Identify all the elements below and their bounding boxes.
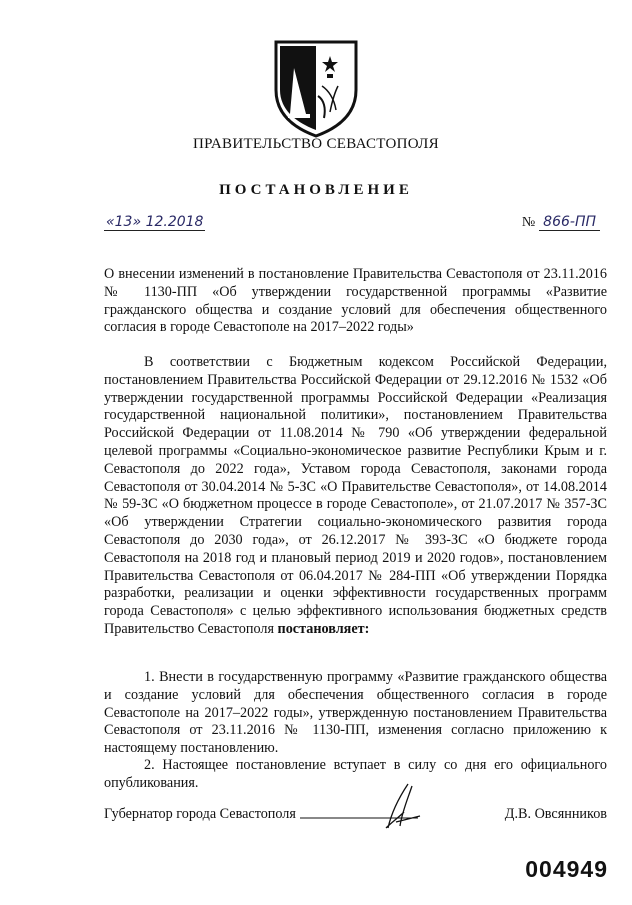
serial-number: 004949 (525, 856, 608, 882)
signer-name: Д.В. Овсянников (504, 806, 607, 822)
document-type-heading: ПОСТАНОВЛЕНИЕ (219, 182, 413, 198)
handwritten-signature-icon (300, 782, 440, 832)
decree-word: постановляет: (277, 620, 370, 637)
preamble-text: В соответствии с Бюджетным кодексом Российской Федерации, постановлением Правительства Российской Федерации от 29.12.2016 № 1532 «Об утверждении государственной программы Российской Федерации «Реализация государственной национальной политики», постановлением Правительства Российской Федерации от 11.08.2014 № 790 «Об утверждении федеральной целевой программы «Социально-экономическое развитие Республики Крым и г. Севастополя до 2022 года», Уставом города Севастополя, законами города Севастополя от 30.04.2014 № 5-ЗС «О Правительстве Севастополя», от 14.08.2014 № 59-ЗС «О бюджетном процессе в городе Севастополе», от 21.07.2017 № 357-ЗС «Об утверждении Стратегии социально-экономического развития города Севастополя до 2030 года», от 26.12.2017 № 393-ЗС «О бюджете города Севастополя на 2018 год и плановый период 2019 и 2020 годов», постановлением Правительства Севастополя от 06.04.2017 № 284-ПП «Об утверждении Порядка разработки, реализации и оценки эффективности государственных программ города Севастополя» с целью эффективного использования бюджетных средств Правительство Севастополя (104, 354, 607, 637)
number-sign: № (521, 215, 536, 230)
document-date (104, 214, 205, 231)
document-number (522, 214, 600, 231)
number-handwritten: 866-ПП (539, 214, 600, 231)
date-handwritten: «13» 12.2018 (106, 214, 204, 230)
sevastopol-coat-of-arms-icon (272, 38, 360, 138)
government-title: ПРАВИТЕЛЬСТВО СЕВАСТОПОЛЯ (193, 136, 439, 152)
signer-position: Губернатор города Севастополя (104, 806, 296, 822)
decree-item-2: 2. Настоящее постановление вступает в силу со дня его официального опубликования. (104, 757, 607, 791)
decree-preamble (104, 354, 607, 639)
decree-item-1: 1. Внести в государственную программу «Развитие гражданского общества и создание условий для обеспечения общественного согласия в городе Севастополе на 2017–2022 годы», утвержденную постановлением Правительства Севастополя от 23.11.2016 № 1130-ПП, изменения согласно приложению к настоящему постановлению. (104, 669, 607, 757)
decree-subject: О внесении изменений в постановление Правительства Севастополя от 23.11.2016 № 1130-ПП «Об утверждении государственной программы «Развитие гражданского общества и создание условий для обеспечения общественного согласия в городе Севастополе на 2017–2022 годы» (104, 266, 607, 336)
